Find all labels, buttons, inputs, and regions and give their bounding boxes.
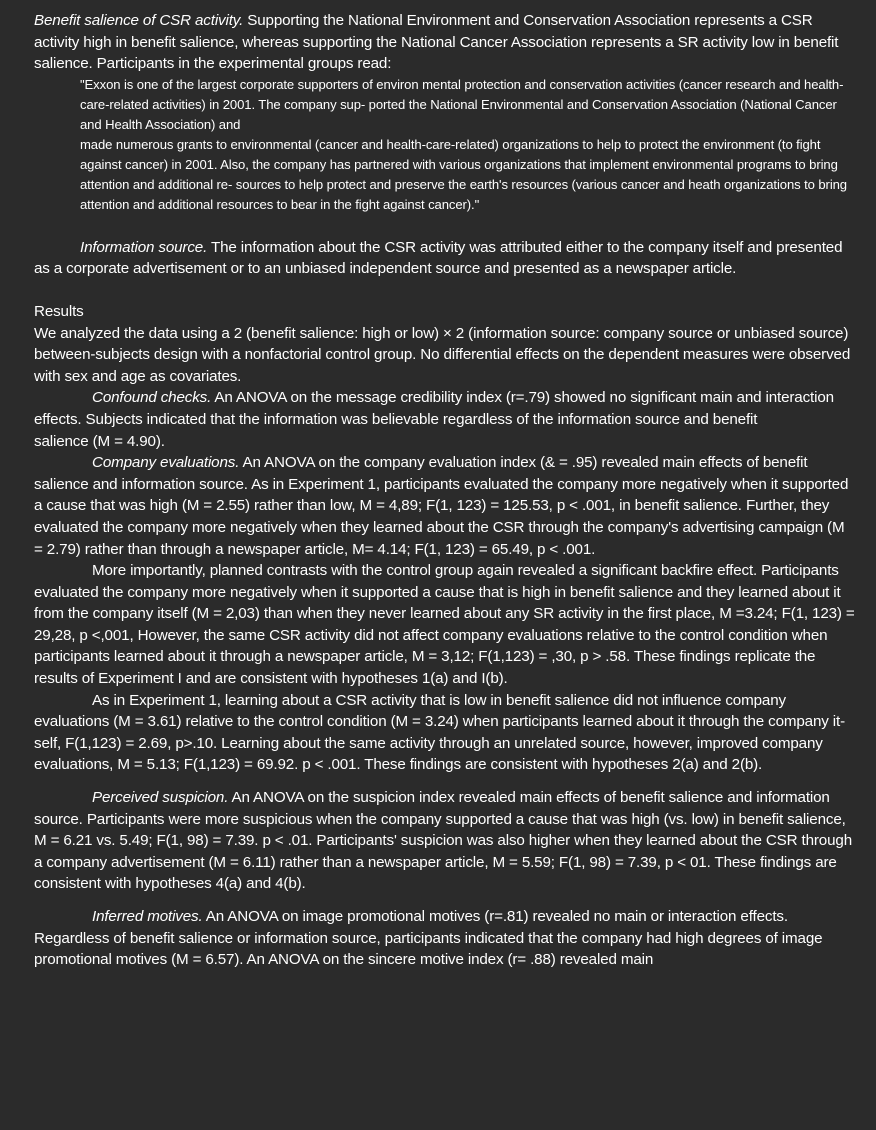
- heading-company-evaluations: Company evaluations.: [92, 454, 240, 472]
- text-benefit-salience: Supporting the National Environment and Conservation Association represents a CSR activity high in benefit salience, whereas supporting the National Cancer Association represents a SR activity low in benefit salience. Participants in the experimental groups read:: [34, 12, 839, 73]
- paragraph-results: We analyzed the data using a 2 (benefit salience: high or low) × 2 (information source: company source or unbiased source) between-subjects design with a nonfactorial control group. No differential effects on the dependent measures were observed with sex and age as covariates.: [34, 324, 851, 385]
- document-page: [34, 10, 856, 971]
- paragraph-inferred-motives: [34, 906, 856, 971]
- results-heading: Results: [34, 302, 84, 320]
- heading-information-source: Information source.: [80, 238, 208, 256]
- spacer: [34, 215, 856, 237]
- spacer: [34, 776, 856, 787]
- paragraph-experiment-1: As in Experiment 1, learning about a CSR activity that is low in benefit salience did not influence company evaluations (M = 3.61) relative to the control condition (M = 3.24) when participants learned about it through the company it- self, F(1,123) = 2.69, p>.10. Learning about the same activity through an unrelated source, however, improved company evaluations, M = 5.13; F(1,123) = 69.92. p < .001. These findings are consistent with hypotheses 2(a) and 2(b).: [34, 691, 845, 774]
- heading-inferred-motives: Inferred motives.: [92, 908, 203, 925]
- text-inferred-motives: An ANOVA on image promotional motives (r=.81) revealed no main or interaction effects. Regardless of benefit salience or information source, participants indicated that the company had high degrees of image promotional motives (M = 6.57). An ANOVA on the sincere motive index (r= .88) revealed main: [34, 908, 823, 969]
- spacer: [34, 280, 856, 301]
- text-perceived-suspicion: An ANOVA on the suspicion index revealed main effects of benefit salience and information source. Participants were more suspicious when the company supported a cause that was high (vs. low) in benefit salience, M = 6.21 vs. 5.49; F(1, 98) = 7.39. p < .01. Participants' suspicion was also higher when they learned about the CSR through a company advertisement (M = 6.11) rather than a newspaper article, M = 5.59; F(1, 98) = 7.39, p < 01. These findings are consistent with hypotheses 4(a) and 4(b).: [34, 789, 852, 893]
- quote-block: [80, 75, 856, 215]
- paragraph-confound-checks: [34, 387, 856, 452]
- text-confound-checks-2: salience (M = 4.90).: [34, 432, 165, 450]
- paragraph-company-evaluations: [34, 452, 856, 560]
- spacer: [34, 895, 856, 906]
- paragraph-perceived-suspicion: [34, 787, 856, 895]
- paragraph-benefit-salience: [34, 10, 856, 75]
- text-information-source: The information about the CSR activity was attributed either to the company itself and presented as a corporate advertisement or to an unbiased independent source and presented as a newspaper article.: [34, 238, 843, 278]
- heading-perceived-suspicion: Perceived suspicion.: [92, 789, 229, 807]
- heading-confound-checks: Confound checks.: [92, 389, 212, 407]
- paragraph-information-source: [34, 237, 856, 280]
- text-company-evaluations: An ANOVA on the company evaluation index (& = .95) revealed main effects of benefit salience and information source. As in Experiment 1, participants evaluated the company more negatively when it supported a cause that was high (M = 2.55) rather than low, M = 4,89; F(1, 123) = 125.53, p < .001, in benefit salience. Further, they evaluated the company more negatively when they learned about the CSR through the company's advertising campaign (M = 2.79) rather than through a newspaper article, M= 4.14; F(1, 123) = 65.49, p < .001.: [34, 454, 849, 558]
- paragraph-planned-contrasts: More importantly, planned contrasts with the control group again revealed a significant backfire effect. Participants evaluated the company more negatively when it supported a cause that is high in benefit salience and they learned about it from the company itself (M = 2,03) than when they never learned about any SR activity in the first place, M =3.24; F(1, 123) = 29,28, p <,001, However, the same CSR activity did not affect company evaluations relative to the control condition when participants learned about it through a newspaper article, M = 3,12; F(1,123) = ,30, p > .58. These findings replicate the results of Experiment I and are consistent with hypotheses 1(a) and I(b).: [34, 562, 855, 688]
- text-confound-checks: An ANOVA on the message credibility index (r=.79) showed no significant main and interaction effects. Subjects indicated that the information was believable regardless of the information source and benefit: [34, 389, 834, 428]
- heading-benefit-salience: Benefit salience of CSR activity.: [34, 12, 244, 29]
- quote-line-2: made numerous grants to environmental (cancer and health-care-related) organizations to help to protect the environment (to fight against cancer) in 2001. Also, the company has partnered with various organizations that implement environmental programs to bring attention and additional re- sources to help protect and preserve the earth's resources (various cancer and heath organizations to bring attention and additional resources to bear in the fight against cancer).": [80, 136, 847, 212]
- quote-line-1: "Exxon is one of the largest corporate supporters of environ mental protection and conservation activities (cancer research and health-care-related activities) in 2001. The company sup- ported the National Environmental and Conservation Association (National Cancer and Health Association) and: [80, 76, 844, 132]
